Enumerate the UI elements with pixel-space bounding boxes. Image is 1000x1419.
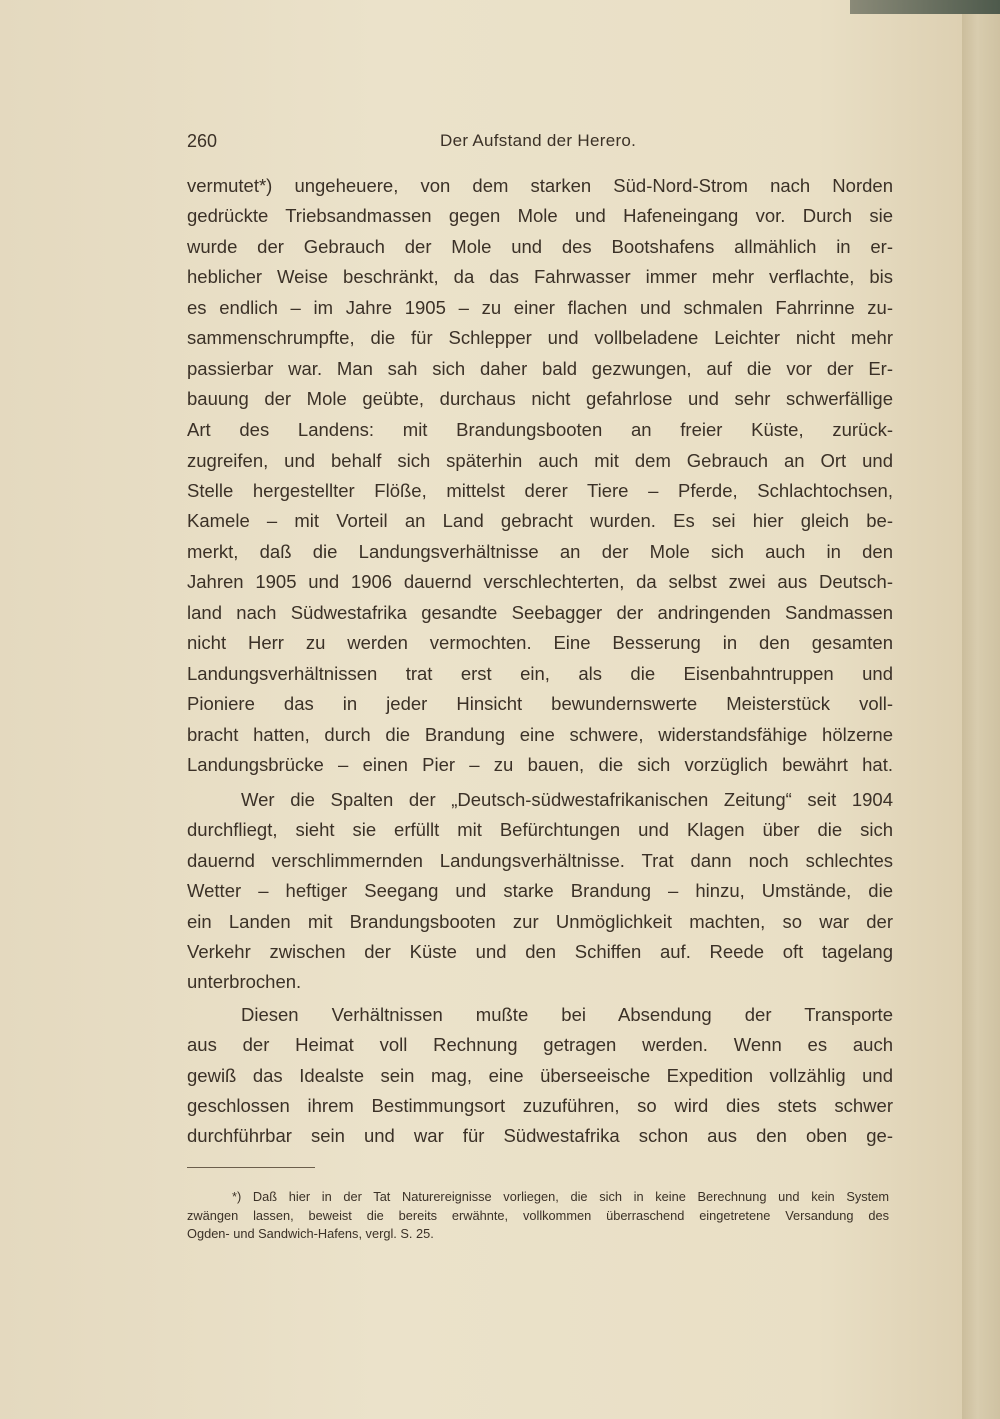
footnote-line: *) Daß hier in der Tat Naturereignisse vorliegen, die sich in keine Berechnung und kein System bbox=[232, 1189, 889, 1204]
text-line: Verkehr zwischen der Küste und den Schiffen auf. Reede oft tagelang bbox=[187, 941, 893, 962]
text-line: sammenschrumpfte, die für Schlepper und vollbeladene Leichter nicht mehr bbox=[187, 327, 893, 348]
text-line: geschlossen ihrem Bestimmungsort zuzuführen, so wird dies stets schwer bbox=[187, 1095, 893, 1116]
text-line: aus der Heimat voll Rechnung getragen werden. Wenn es auch bbox=[187, 1034, 893, 1055]
text-line: merkt, daß die Landungsverhältnisse an der Mole sich auch in den bbox=[187, 541, 893, 562]
text-line: gedrückte Triebsandmassen gegen Mole und Hafeneingang vor. Durch sie bbox=[187, 205, 893, 226]
text-line: Kamele – mit Vorteil an Land gebracht wurden. Es sei hier gleich be- bbox=[187, 510, 893, 531]
text-line: gewiß das Idealste sein mag, eine überseeische Expedition vollzählig und bbox=[187, 1065, 893, 1086]
text-line: bauung der Mole geübte, durchaus nicht gefahrlose und sehr schwerfällige bbox=[187, 388, 893, 409]
text-line: Pioniere das in jeder Hinsicht bewundernswerte Meisterstück voll- bbox=[187, 693, 893, 714]
footnote-rule bbox=[187, 1167, 315, 1168]
text-line: Wetter – heftiger Seegang und starke Brandung – hinzu, Umstände, die bbox=[187, 880, 893, 901]
text-line: bracht hatten, durch die Brandung eine schwere, widerstandsfähige hölzerne bbox=[187, 724, 893, 745]
text-line: Wer die Spalten der „Deutsch-südwestafrikanischen Zeitung“ seit 1904 bbox=[241, 789, 893, 810]
text-line: zugreifen, und behalf sich späterhin auch mit dem Gebrauch an Ort und bbox=[187, 450, 893, 471]
text-line: unterbrochen. bbox=[187, 971, 302, 992]
text-line: ein Landen mit Brandungsbooten zur Unmöglichkeit machten, so war der bbox=[187, 911, 893, 932]
text-line: dauernd verschlimmernden Landungsverhältnisse. Trat dann noch schlechtes bbox=[187, 850, 893, 871]
text-line: vermutet*) ungeheuere, von dem starken Süd-Nord-Strom nach Norden bbox=[187, 175, 893, 196]
text-line: es endlich – im Jahre 1905 – zu einer flachen und schmalen Fahrrinne zu- bbox=[187, 297, 893, 318]
footnote-line: Ogden- und Sandwich-Hafens, vergl. S. 25. bbox=[187, 1226, 434, 1241]
text-line: Jahren 1905 und 1906 dauernd verschlechterten, da selbst zwei aus Deutsch- bbox=[187, 571, 893, 592]
running-title: Der Aufstand der Herero. bbox=[440, 131, 637, 150]
text-line: Stelle hergestellter Flöße, mittelst derer Tiere – Pferde, Schlachtochsen, bbox=[187, 480, 893, 501]
text-line: Landungsbrücke – einen Pier – zu bauen, die sich vorzüglich bewährt hat. bbox=[187, 754, 893, 775]
text-line: nicht Herr zu werden vermochten. Eine Besserung in den gesamten bbox=[187, 632, 893, 653]
text-line: durchführbar sein und war für Südwestafrika schon aus den oben ge- bbox=[187, 1125, 893, 1146]
text-line: heblicher Weise beschränkt, da das Fahrwasser immer mehr verflachte, bis bbox=[187, 266, 893, 287]
page-edge bbox=[962, 0, 1000, 1419]
footnote-line: zwängen lassen, beweist die bereits erwähnte, vollkommen überraschend eingetretene Versandung des bbox=[187, 1208, 889, 1223]
text-line: wurde der Gebrauch der Mole und des Bootshafens allmählich in er- bbox=[187, 236, 893, 257]
text-line: durchfliegt, sieht sie erfüllt mit Befürchtungen und Klagen über die sich bbox=[187, 819, 893, 840]
text-line: Landungsverhältnissen trat erst ein, als die Eisenbahntruppen und bbox=[187, 663, 893, 684]
text-line: Art des Landens: mit Brandungsbooten an freier Küste, zurück- bbox=[187, 419, 893, 440]
text-line: passierbar war. Man sah sich daher bald gezwungen, auf die vor der Er- bbox=[187, 358, 893, 379]
page-number: 260 bbox=[187, 131, 218, 151]
book-cover-corner bbox=[850, 0, 1000, 14]
text-line: Diesen Verhältnissen mußte bei Absendung der Transporte bbox=[241, 1004, 893, 1025]
text-line: land nach Südwestafrika gesandte Seebagger der andringenden Sandmassen bbox=[187, 602, 893, 623]
